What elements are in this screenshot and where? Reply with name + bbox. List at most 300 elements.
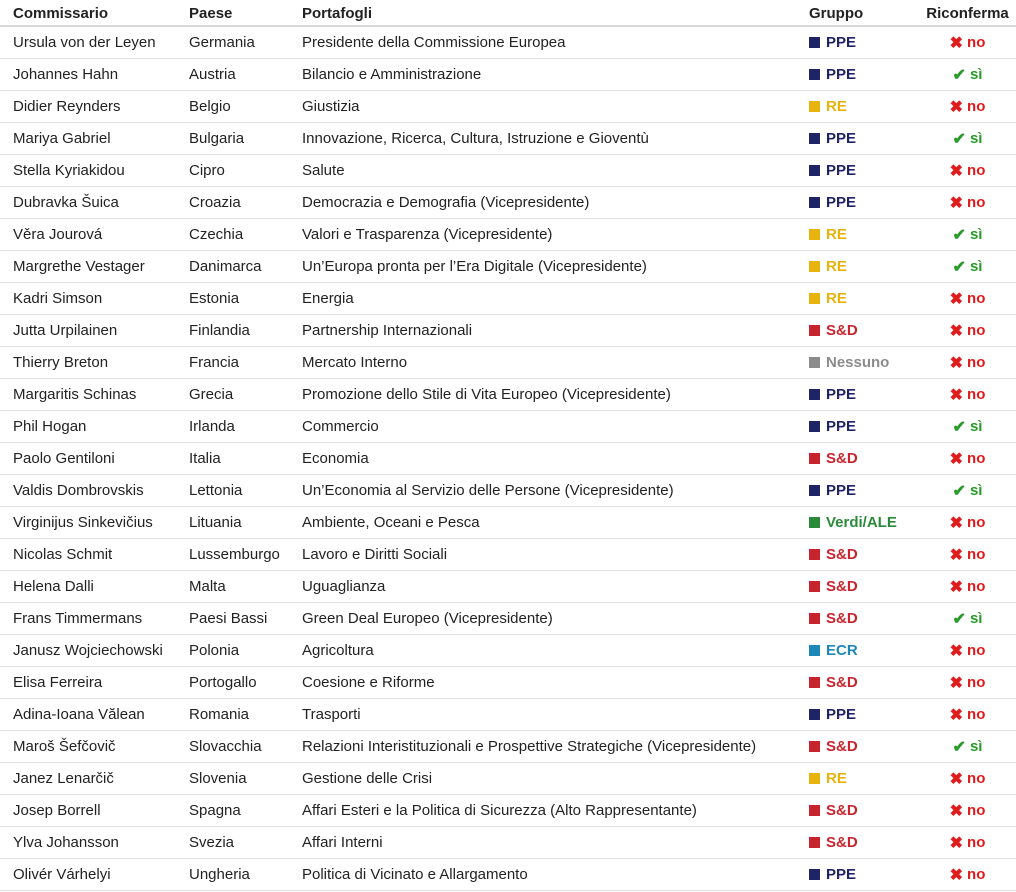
table-row	[0, 603, 1016, 635]
group-badge	[809, 482, 856, 499]
group-color-swatch	[809, 357, 820, 368]
group-color-swatch	[809, 325, 820, 336]
riconferma-label: sì	[969, 66, 983, 83]
group-label: PPE	[826, 161, 857, 179]
group-color-swatch	[809, 69, 820, 80]
group-color-swatch	[809, 165, 820, 176]
cell-gruppo	[809, 571, 919, 603]
cross-icon: ✖	[949, 34, 964, 52]
cell-portafogli: Agricoltura	[302, 635, 809, 667]
table-row	[0, 443, 1016, 475]
table-row	[0, 283, 1016, 315]
group-color-swatch	[809, 581, 820, 592]
cell-riconferma	[919, 91, 1016, 123]
riconferma-status	[950, 193, 986, 213]
cell-riconferma	[919, 283, 1016, 315]
group-color-swatch	[809, 229, 820, 240]
cell-riconferma	[919, 539, 1016, 571]
cell-gruppo	[809, 699, 919, 731]
riconferma-label: no	[967, 386, 986, 403]
cell-paese: Austria	[189, 59, 302, 91]
riconferma-status	[950, 833, 986, 853]
cross-icon: ✖	[949, 514, 964, 532]
cell-riconferma	[919, 475, 1016, 507]
group-color-swatch	[809, 421, 820, 432]
riconferma-label: sì	[969, 482, 983, 499]
cell-riconferma	[919, 859, 1016, 891]
cell-paese: Lussemburgo	[189, 539, 302, 571]
cell-paese: Danimarca	[189, 251, 302, 283]
cell-commissario: Virginijus Sinkevičius	[0, 507, 189, 539]
cross-icon: ✖	[949, 194, 964, 212]
riconferma-status	[950, 385, 986, 405]
cell-paese: Cipro	[189, 155, 302, 187]
group-label: RE	[826, 257, 847, 275]
cell-commissario: Jutta Urpilainen	[0, 315, 189, 347]
riconferma-label: sì	[969, 610, 983, 627]
group-label: PPE	[826, 193, 857, 211]
group-badge	[809, 130, 856, 147]
cell-commissario: Ursula von der Leyen	[0, 26, 189, 59]
riconferma-status	[950, 289, 986, 309]
cell-portafogli: Affari Interni	[302, 827, 809, 859]
cell-paese: Polonia	[189, 635, 302, 667]
cell-paese: Lettonia	[189, 475, 302, 507]
cell-portafogli: Energia	[302, 283, 809, 315]
group-badge	[809, 34, 856, 51]
cell-portafogli: Un’Europa pronta per l’Era Digitale (Vicepresidente)	[302, 251, 809, 283]
cell-riconferma	[919, 635, 1016, 667]
cell-gruppo	[809, 539, 919, 571]
cell-portafogli: Gestione delle Crisi	[302, 763, 809, 795]
group-label: ECR	[826, 641, 858, 659]
riconferma-status	[953, 481, 983, 501]
riconferma-status	[950, 449, 986, 469]
riconferma-label: no	[967, 802, 986, 819]
cross-icon: ✖	[949, 450, 964, 468]
cell-commissario: Margaritis Schinas	[0, 379, 189, 411]
riconferma-label: sì	[969, 130, 983, 147]
cross-icon: ✖	[949, 866, 964, 884]
cell-riconferma	[919, 123, 1016, 155]
riconferma-status	[950, 865, 986, 885]
group-badge	[809, 98, 847, 115]
cell-gruppo	[809, 859, 919, 891]
cell-paese: Portogallo	[189, 667, 302, 699]
cell-riconferma	[919, 827, 1016, 859]
group-badge	[809, 706, 856, 723]
cell-portafogli: Giustizia	[302, 91, 809, 123]
cross-icon: ✖	[949, 98, 964, 116]
cell-gruppo	[809, 26, 919, 59]
cell-commissario: Věra Jourová	[0, 219, 189, 251]
riconferma-label: sì	[969, 738, 983, 755]
group-color-swatch	[809, 485, 820, 496]
cell-riconferma	[919, 571, 1016, 603]
table-row	[0, 507, 1016, 539]
cell-paese: Svezia	[189, 827, 302, 859]
cell-portafogli: Salute	[302, 155, 809, 187]
cell-portafogli: Valori e Trasparenza (Vicepresidente)	[302, 219, 809, 251]
table-row	[0, 539, 1016, 571]
header-gruppo: Gruppo	[809, 0, 919, 26]
group-badge	[809, 802, 858, 819]
cell-portafogli: Innovazione, Ricerca, Cultura, Istruzione e Gioventù	[302, 123, 809, 155]
riconferma-status	[953, 609, 983, 629]
group-color-swatch	[809, 613, 820, 624]
group-badge	[809, 578, 858, 595]
group-color-swatch	[809, 773, 820, 784]
cell-commissario: Stella Kyriakidou	[0, 155, 189, 187]
table-row	[0, 26, 1016, 59]
header-commissario: Commissario	[0, 0, 189, 26]
group-badge	[809, 322, 858, 339]
group-color-swatch	[809, 869, 820, 880]
riconferma-status	[953, 225, 983, 245]
riconferma-status	[950, 353, 986, 373]
cell-commissario: Janusz Wojciechowski	[0, 635, 189, 667]
cell-riconferma	[919, 187, 1016, 219]
cell-commissario: Dubravka Šuica	[0, 187, 189, 219]
cell-riconferma	[919, 379, 1016, 411]
cell-portafogli: Ambiente, Oceani e Pesca	[302, 507, 809, 539]
cell-paese: Ungheria	[189, 859, 302, 891]
group-label: S&D	[826, 321, 858, 339]
cell-paese: Bulgaria	[189, 123, 302, 155]
cell-riconferma	[919, 699, 1016, 731]
riconferma-status	[950, 33, 986, 53]
cell-portafogli: Lavoro e Diritti Sociali	[302, 539, 809, 571]
riconferma-status	[950, 769, 986, 789]
cell-paese: Belgio	[189, 91, 302, 123]
riconferma-label: no	[967, 770, 986, 787]
group-label: PPE	[826, 385, 857, 403]
group-color-swatch	[809, 197, 820, 208]
riconferma-status	[950, 673, 986, 693]
riconferma-status	[953, 417, 983, 437]
group-badge	[809, 866, 856, 883]
table-row	[0, 91, 1016, 123]
group-color-swatch	[809, 517, 820, 528]
riconferma-status	[950, 513, 986, 533]
check-icon: ✔	[952, 130, 966, 148]
cell-riconferma	[919, 315, 1016, 347]
cell-portafogli: Economia	[302, 443, 809, 475]
group-badge	[809, 386, 856, 403]
cell-gruppo	[809, 411, 919, 443]
group-label: PPE	[826, 33, 857, 51]
riconferma-status	[953, 129, 983, 149]
group-color-swatch	[809, 805, 820, 816]
group-badge	[809, 610, 858, 627]
check-icon: ✔	[952, 66, 966, 84]
cell-paese: Estonia	[189, 283, 302, 315]
group-badge	[809, 738, 858, 755]
cell-commissario: Paolo Gentiloni	[0, 443, 189, 475]
cross-icon: ✖	[949, 834, 964, 852]
table-row	[0, 59, 1016, 91]
cross-icon: ✖	[949, 674, 964, 692]
group-label: PPE	[826, 481, 857, 499]
cell-gruppo	[809, 315, 919, 347]
cell-portafogli: Politica di Vicinato e Allargamento	[302, 859, 809, 891]
cell-gruppo	[809, 635, 919, 667]
cell-riconferma	[919, 155, 1016, 187]
cell-paese: Francia	[189, 347, 302, 379]
group-badge	[809, 674, 858, 691]
cross-icon: ✖	[949, 706, 964, 724]
cell-paese: Slovacchia	[189, 731, 302, 763]
cell-riconferma	[919, 507, 1016, 539]
header-portafogli: Portafogli	[302, 0, 809, 26]
cell-gruppo	[809, 187, 919, 219]
cell-riconferma	[919, 667, 1016, 699]
cell-paese: Finlandia	[189, 315, 302, 347]
group-badge	[809, 770, 847, 787]
riconferma-status	[950, 577, 986, 597]
table-row	[0, 827, 1016, 859]
riconferma-label: sì	[969, 258, 983, 275]
group-badge	[809, 290, 847, 307]
cell-gruppo	[809, 763, 919, 795]
riconferma-label: no	[967, 290, 986, 307]
cell-commissario: Didier Reynders	[0, 91, 189, 123]
cell-commissario: Maroš Šefčovič	[0, 731, 189, 763]
riconferma-label: no	[967, 450, 986, 467]
cross-icon: ✖	[949, 578, 964, 596]
group-color-swatch	[809, 389, 820, 400]
cell-commissario: Josep Borrell	[0, 795, 189, 827]
cell-riconferma	[919, 26, 1016, 59]
cell-riconferma	[919, 731, 1016, 763]
group-badge	[809, 642, 858, 659]
riconferma-label: no	[967, 194, 986, 211]
cell-gruppo	[809, 155, 919, 187]
group-badge	[809, 66, 856, 83]
group-label: S&D	[826, 737, 858, 755]
table-row	[0, 475, 1016, 507]
cell-portafogli: Relazioni Interistituzionali e Prospettive Strategiche (Vicepresidente)	[302, 731, 809, 763]
table-row	[0, 315, 1016, 347]
group-badge	[809, 258, 847, 275]
table-row	[0, 187, 1016, 219]
check-icon: ✔	[952, 258, 966, 276]
group-color-swatch	[809, 101, 820, 112]
riconferma-status	[950, 801, 986, 821]
riconferma-label: no	[967, 322, 986, 339]
group-label: RE	[826, 769, 847, 787]
cell-commissario: Phil Hogan	[0, 411, 189, 443]
cell-paese: Italia	[189, 443, 302, 475]
cell-paese: Malta	[189, 571, 302, 603]
header-row	[0, 0, 1016, 26]
group-label: S&D	[826, 801, 858, 819]
riconferma-label: no	[967, 162, 986, 179]
cell-gruppo	[809, 219, 919, 251]
group-label: Nessuno	[826, 353, 890, 371]
cell-commissario: Elisa Ferreira	[0, 667, 189, 699]
group-label: PPE	[826, 129, 857, 147]
cell-gruppo	[809, 443, 919, 475]
riconferma-label: no	[967, 706, 986, 723]
cell-portafogli: Trasporti	[302, 699, 809, 731]
header-paese: Paese	[189, 0, 302, 26]
check-icon: ✔	[952, 738, 966, 756]
cell-paese: Romania	[189, 699, 302, 731]
cell-riconferma	[919, 763, 1016, 795]
group-badge	[809, 546, 858, 563]
cell-commissario: Nicolas Schmit	[0, 539, 189, 571]
riconferma-status	[950, 641, 986, 661]
riconferma-status	[953, 257, 983, 277]
check-icon: ✔	[952, 610, 966, 628]
cell-gruppo	[809, 347, 919, 379]
cell-gruppo	[809, 283, 919, 315]
cell-portafogli: Presidente della Commissione Europea	[302, 26, 809, 59]
cell-gruppo	[809, 507, 919, 539]
cell-commissario: Thierry Breton	[0, 347, 189, 379]
group-badge	[809, 226, 847, 243]
cell-riconferma	[919, 219, 1016, 251]
cell-commissario: Frans Timmermans	[0, 603, 189, 635]
group-color-swatch	[809, 133, 820, 144]
cell-commissario: Valdis Dombrovskis	[0, 475, 189, 507]
group-color-swatch	[809, 709, 820, 720]
table-row	[0, 763, 1016, 795]
cell-paese: Grecia	[189, 379, 302, 411]
table-body	[0, 26, 1016, 891]
table-row	[0, 411, 1016, 443]
cell-commissario: Olivér Várhelyi	[0, 859, 189, 891]
riconferma-label: sì	[969, 418, 983, 435]
cell-gruppo	[809, 379, 919, 411]
cell-riconferma	[919, 347, 1016, 379]
table-row	[0, 219, 1016, 251]
cell-gruppo	[809, 475, 919, 507]
group-color-swatch	[809, 37, 820, 48]
cell-gruppo	[809, 795, 919, 827]
table-row	[0, 667, 1016, 699]
riconferma-status	[953, 737, 983, 757]
group-color-swatch	[809, 549, 820, 560]
table-row	[0, 155, 1016, 187]
group-label: S&D	[826, 833, 858, 851]
group-color-swatch	[809, 677, 820, 688]
cell-paese: Paesi Bassi	[189, 603, 302, 635]
riconferma-label: no	[967, 34, 986, 51]
riconferma-status	[953, 65, 983, 85]
group-color-swatch	[809, 741, 820, 752]
cross-icon: ✖	[949, 770, 964, 788]
group-label: S&D	[826, 577, 858, 595]
table-row	[0, 379, 1016, 411]
group-badge	[809, 162, 856, 179]
cell-commissario: Johannes Hahn	[0, 59, 189, 91]
table-row	[0, 635, 1016, 667]
cell-portafogli: Bilancio e Amministrazione	[302, 59, 809, 91]
group-label: S&D	[826, 673, 858, 691]
table-row	[0, 795, 1016, 827]
group-label: PPE	[826, 417, 857, 435]
cell-paese: Croazia	[189, 187, 302, 219]
cell-gruppo	[809, 827, 919, 859]
group-badge	[809, 450, 858, 467]
table-row	[0, 251, 1016, 283]
riconferma-label: no	[967, 354, 986, 371]
cell-portafogli: Uguaglianza	[302, 571, 809, 603]
cell-gruppo	[809, 59, 919, 91]
riconferma-label: no	[967, 642, 986, 659]
header-riconferma: Riconferma	[919, 0, 1016, 26]
group-color-swatch	[809, 453, 820, 464]
check-icon: ✔	[952, 418, 966, 436]
riconferma-status	[950, 545, 986, 565]
cross-icon: ✖	[949, 386, 964, 404]
cell-paese: Irlanda	[189, 411, 302, 443]
table-row	[0, 571, 1016, 603]
cross-icon: ✖	[949, 290, 964, 308]
check-icon: ✔	[952, 226, 966, 244]
group-label: RE	[826, 289, 847, 307]
riconferma-status	[950, 321, 986, 341]
group-label: RE	[826, 97, 847, 115]
cell-riconferma	[919, 443, 1016, 475]
group-badge	[809, 194, 856, 211]
riconferma-label: sì	[969, 226, 983, 243]
riconferma-label: no	[967, 866, 986, 883]
table-row	[0, 859, 1016, 891]
cell-commissario: Janez Lenarčič	[0, 763, 189, 795]
cell-portafogli: Mercato Interno	[302, 347, 809, 379]
cell-commissario: Margrethe Vestager	[0, 251, 189, 283]
riconferma-status	[950, 97, 986, 117]
table-row	[0, 731, 1016, 763]
cross-icon: ✖	[949, 802, 964, 820]
cell-gruppo	[809, 603, 919, 635]
riconferma-status	[950, 161, 986, 181]
cross-icon: ✖	[949, 546, 964, 564]
riconferma-label: no	[967, 674, 986, 691]
cross-icon: ✖	[949, 354, 964, 372]
group-label: RE	[826, 225, 847, 243]
group-color-swatch	[809, 293, 820, 304]
cross-icon: ✖	[949, 642, 964, 660]
cross-icon: ✖	[949, 322, 964, 340]
cell-portafogli: Partnership Internazionali	[302, 315, 809, 347]
group-badge	[809, 354, 889, 371]
cell-gruppo	[809, 251, 919, 283]
group-label: S&D	[826, 609, 858, 627]
cell-commissario: Kadri Simson	[0, 283, 189, 315]
table-header	[0, 0, 1016, 26]
cell-commissario: Adina-Ioana Vălean	[0, 699, 189, 731]
riconferma-label: no	[967, 514, 986, 531]
cell-gruppo	[809, 123, 919, 155]
group-label: S&D	[826, 449, 858, 467]
group-label: PPE	[826, 865, 857, 883]
cell-portafogli: Commercio	[302, 411, 809, 443]
group-color-swatch	[809, 261, 820, 272]
check-icon: ✔	[952, 482, 966, 500]
riconferma-label: no	[967, 546, 986, 563]
riconferma-status	[950, 705, 986, 725]
cell-portafogli: Coesione e Riforme	[302, 667, 809, 699]
cell-gruppo	[809, 667, 919, 699]
cell-riconferma	[919, 59, 1016, 91]
riconferma-label: no	[967, 578, 986, 595]
group-badge	[809, 514, 897, 531]
riconferma-label: no	[967, 834, 986, 851]
